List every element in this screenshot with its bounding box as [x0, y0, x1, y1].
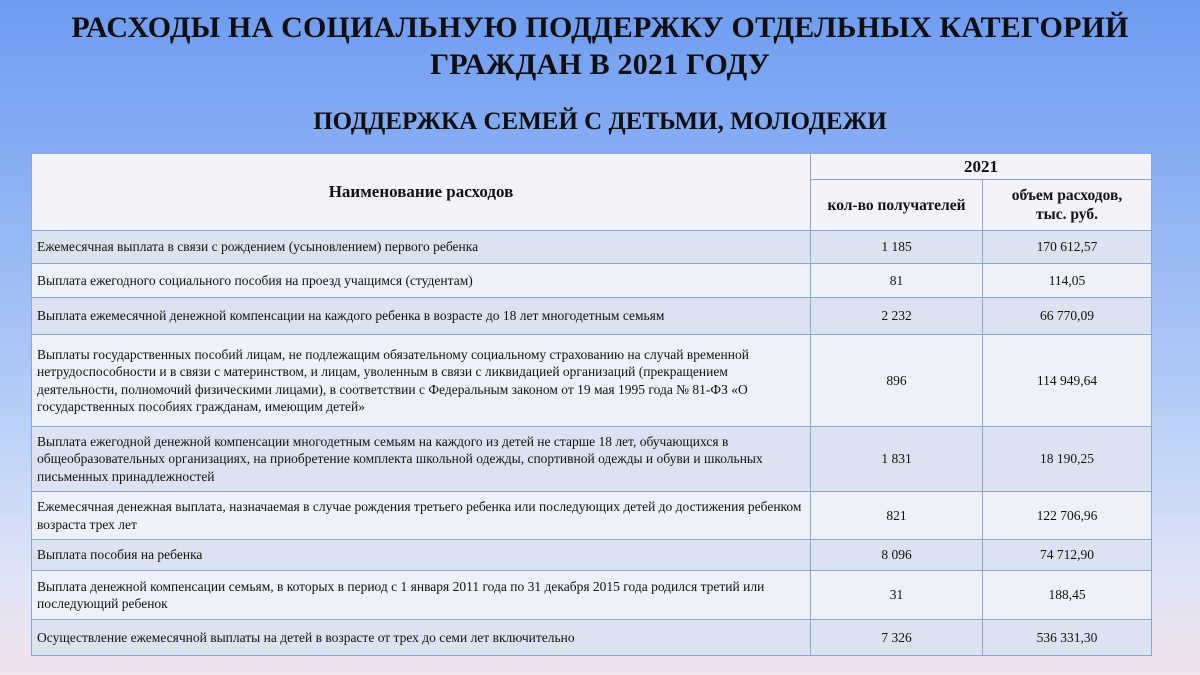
column-header-expenses-line2: тыс. руб.	[1036, 206, 1098, 223]
column-header-expenses-line1: объем расходов,	[1011, 187, 1123, 204]
recipients-count: 896	[811, 335, 983, 427]
expense-name: Выплата ежегодной денежной компенсации многодетным семьям на каждого из детей не старше 18 лет, обучающихся в общеобразовательных организациях, на приобретение комплекта школьной одежды, спортивной одежды и обуви и школьных письменных принадлежностей	[32, 427, 811, 492]
recipients-count: 2 232	[811, 298, 983, 335]
section-subtitle: ПОДДЕРЖКА СЕМЕЙ С ДЕТЬМИ, МОЛОДЕЖИ	[313, 108, 887, 135]
table-row	[32, 298, 1152, 335]
table-row	[32, 335, 1152, 427]
expense-amount: 170 612,57	[983, 231, 1152, 264]
expense-amount: 188,45	[983, 571, 1152, 620]
expense-amount: 122 706,96	[983, 492, 1152, 540]
page-title-line1: РАСХОДЫ НА СОЦИАЛЬНУЮ ПОДДЕРЖКУ ОТДЕЛЬНЫХ КАТЕГОРИЙ	[71, 11, 1129, 44]
recipients-count: 1 831	[811, 427, 983, 492]
expense-amount: 114 949,64	[983, 335, 1152, 427]
page-title	[0, 9, 1200, 83]
expense-name: Выплата ежемесячной денежной компенсации на каждого ребенка в возрасте до 18 лет многодетным семьям	[32, 298, 811, 335]
page-title-line2: ГРАЖДАН В 2021 ГОДУ	[429, 48, 771, 81]
expense-amount: 114,05	[983, 264, 1152, 298]
column-header-recipients: кол-во получателей	[811, 180, 983, 231]
expense-name: Осуществление ежемесячной выплаты на детей в возрасте от трех до семи лет включительно	[32, 620, 811, 656]
column-header-expenses	[983, 180, 1152, 231]
recipients-count: 821	[811, 492, 983, 540]
expense-name: Выплаты государственных пособий лицам, не подлежащим обязательному социальному страхованию на случай временной нетрудоспособности и в связи с материнством, и лицам, уволенным в связи с ликвидацией организаций (прекращением деятельности, полномочий физическими лицами), в соответствии с Федеральным законом от 19 мая 1995 года № 81-ФЗ «О государственных пособиях гражданам, имеющим детей»	[32, 335, 811, 427]
column-header-year: 2021	[811, 154, 1152, 180]
recipients-count: 81	[811, 264, 983, 298]
column-header-name: Наименование расходов	[32, 154, 811, 231]
expense-name: Ежемесячная денежная выплата, назначаемая в случае рождения третьего ребенка или последующих детей до достижения ребенком возраста трех лет	[32, 492, 811, 540]
expense-amount: 66 770,09	[983, 298, 1152, 335]
expense-name: Выплата денежной компенсации семьям, в которых в период с 1 января 2011 года по 31 декабря 2015 года родился третий или последующий ребенок	[32, 571, 811, 620]
table-row	[32, 231, 1152, 264]
recipients-count: 7 326	[811, 620, 983, 656]
expense-name: Выплата ежегодного социального пособия на проезд учащимся (студентам)	[32, 264, 811, 298]
table-row	[32, 540, 1152, 571]
expense-amount: 18 190,25	[983, 427, 1152, 492]
recipients-count: 8 096	[811, 540, 983, 571]
recipients-count: 1 185	[811, 231, 983, 264]
recipients-count: 31	[811, 571, 983, 620]
table-row	[32, 264, 1152, 298]
expense-amount: 74 712,90	[983, 540, 1152, 571]
expense-name: Выплата пособия на ребенка	[32, 540, 811, 571]
table-row	[32, 571, 1152, 620]
table-row	[32, 427, 1152, 492]
table-row	[32, 620, 1152, 656]
expenses-table	[31, 153, 1152, 656]
table-row	[32, 492, 1152, 540]
expense-amount: 536 331,30	[983, 620, 1152, 656]
expense-name: Ежемесячная выплата в связи с рождением (усыновлением) первого ребенка	[32, 231, 811, 264]
